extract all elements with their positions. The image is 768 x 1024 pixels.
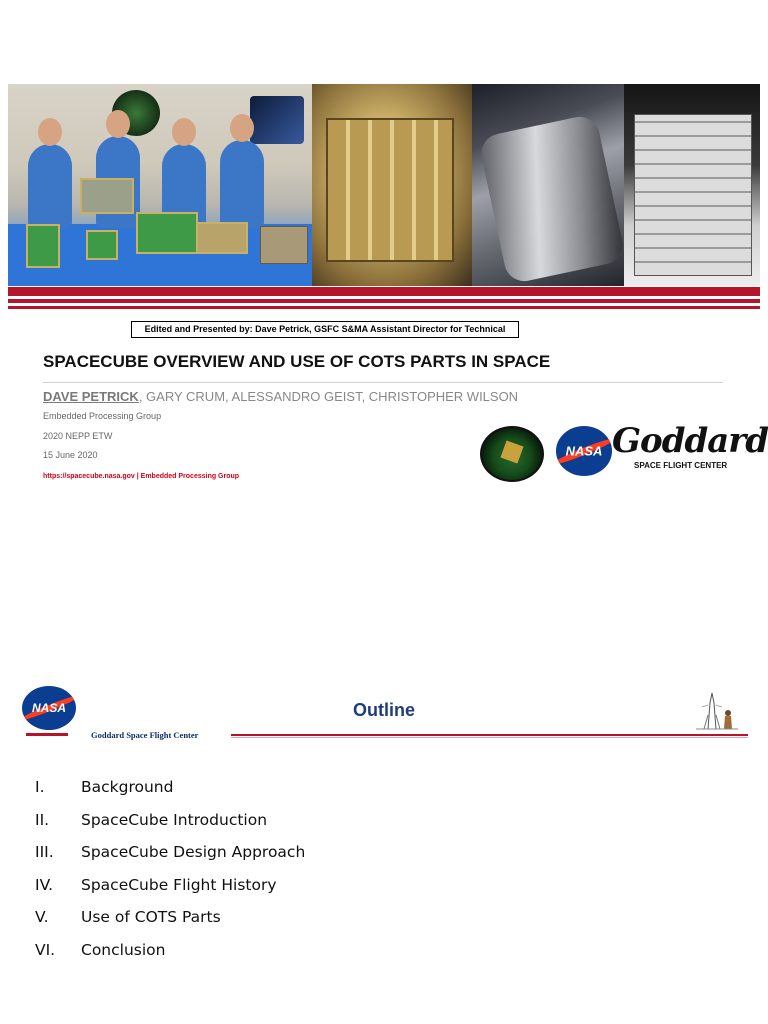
telescope-body: [478, 113, 624, 285]
spacecube-hardware-photo: [312, 84, 472, 286]
outline-item: [35, 778, 305, 811]
person-1: [28, 144, 72, 228]
outline-item: [35, 941, 305, 974]
spacecube-logo-icon: [480, 426, 544, 482]
goddard-script-logo: Goddard: [612, 421, 768, 461]
center-label: Goddard Space Flight Center: [91, 730, 199, 740]
group-name: Embedded Processing Group: [43, 411, 162, 421]
nasa-meatball-icon: [556, 426, 612, 476]
slide-title: SPACECUBE OVERVIEW AND USE OF COTS PARTS IN SPACE: [43, 352, 551, 371]
banner-stripe: [8, 299, 760, 303]
electronics-box: [260, 226, 308, 264]
wall-poster: [250, 96, 304, 144]
goddard-subtitle: SPACE FLIGHT CENTER: [634, 461, 728, 470]
outline-item-label: SpaceCube Introduction: [81, 810, 268, 829]
outline-item-label: Background: [81, 778, 174, 796]
outline-item: [35, 876, 305, 909]
outline-item-number: I.: [35, 778, 45, 796]
cube-icon: [500, 440, 523, 463]
event-name: 2020 NEPP ETW: [43, 431, 113, 441]
header-rule: [231, 734, 748, 736]
circuit-board: [136, 212, 198, 254]
electronics-chassis: [326, 118, 454, 262]
header-rule: [26, 733, 68, 736]
outline-item-number: IV.: [35, 875, 54, 894]
co-authors: , GARY CRUM, ALESSANDRO GEIST, CHRISTOPHER WILSON: [138, 389, 519, 404]
person-4: [220, 140, 264, 228]
circuit-board: [196, 222, 248, 254]
nasa-wordmark: NASA: [31, 701, 66, 715]
circuit-board: [80, 178, 134, 214]
outline-item-label: SpaceCube Design Approach: [81, 843, 306, 862]
banner-photo-strip: [8, 84, 760, 286]
outline-list: [35, 778, 305, 974]
banner-stripe: [8, 306, 760, 309]
outline-item-number: V.: [35, 908, 49, 927]
circuit-board: [86, 230, 118, 260]
banner-stripe: [8, 287, 760, 296]
outline-item: [35, 811, 305, 844]
presentation-date: 15 June 2020: [43, 450, 98, 460]
hubble-photo: [472, 84, 624, 286]
author-list: [43, 389, 518, 404]
team-photo: [8, 84, 312, 286]
outline-item: [35, 908, 305, 941]
title-divider: [43, 382, 723, 383]
circuit-board: [26, 224, 60, 268]
outline-item-label: Use of COTS Parts: [81, 908, 221, 927]
presented-by-box: Edited and Presented by: Dave Petrick, GSFC S&MA Assistant Director for Technical: [131, 321, 519, 338]
outline-item-label: SpaceCube Flight History: [81, 875, 277, 894]
nasa-wordmark: NASA: [565, 443, 603, 459]
outline-item-label: Conclusion: [81, 940, 166, 959]
outline-item-number: II.: [35, 810, 50, 829]
header-rule: [231, 737, 748, 738]
station-module: [634, 114, 752, 276]
space-station-photo: [624, 84, 760, 286]
lead-author: DAVE PETRICK: [43, 389, 139, 404]
rocket-launch-icon: [694, 685, 740, 731]
outline-item: [35, 843, 305, 876]
outline-item-number: VI.: [35, 940, 56, 959]
outline-title: Outline: [353, 700, 415, 720]
website-link[interactable]: https://spacecube.nasa.gov | Embedded Processing Group: [43, 473, 240, 480]
outline-item-number: III.: [35, 843, 54, 862]
